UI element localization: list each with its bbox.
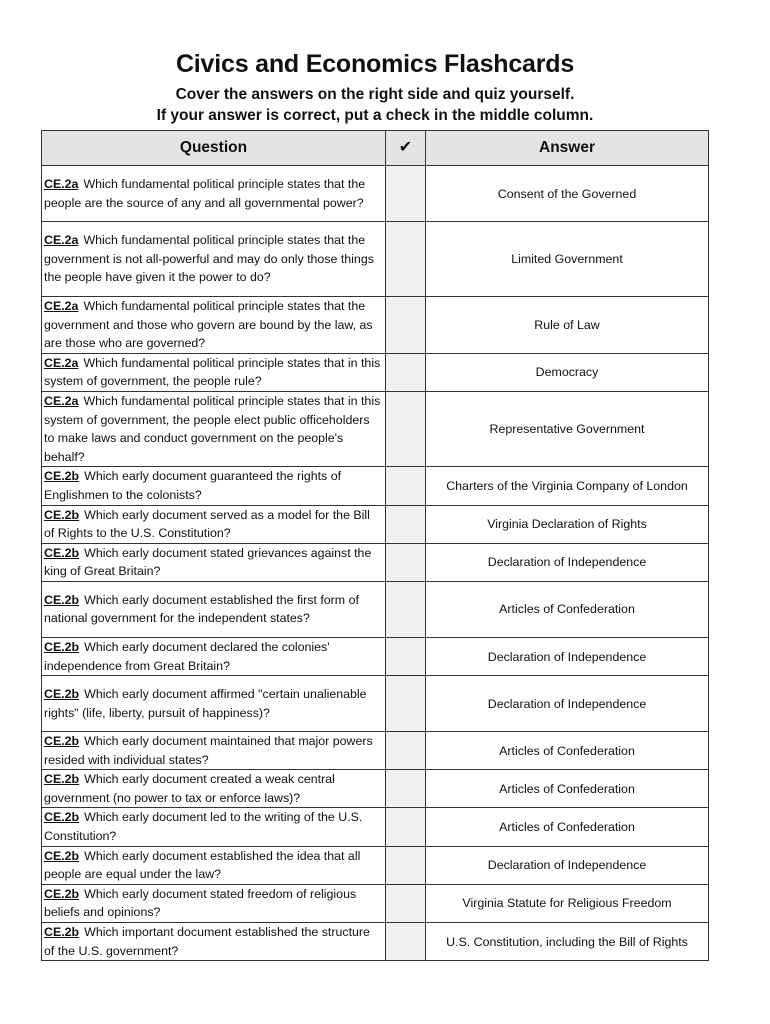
- standard-code: CE.2b: [44, 734, 80, 749]
- table-row: [42, 505, 709, 543]
- standard-code: CE.2b: [44, 545, 80, 560]
- check-cell[interactable]: [386, 884, 426, 922]
- answer-cell: Articles of Confederation: [426, 581, 709, 637]
- answer-cell: Articles of Confederation: [426, 808, 709, 846]
- check-cell[interactable]: [386, 676, 426, 732]
- question-cell: [42, 467, 386, 505]
- answer-cell: Consent of the Governed: [426, 166, 709, 222]
- answer-cell: Rule of Law: [426, 297, 709, 354]
- check-cell[interactable]: [386, 732, 426, 770]
- question-text: Which early document created a weak central government (no power to tax or enforce laws)?: [44, 772, 335, 805]
- standard-code: CE.2b: [44, 687, 80, 701]
- question-cell: [42, 770, 386, 808]
- check-cell[interactable]: [386, 353, 426, 391]
- standard-code: CE.2b: [44, 848, 80, 863]
- standard-code: CE.2b: [44, 469, 80, 484]
- table-row: [42, 222, 709, 297]
- question-cell: [42, 676, 386, 732]
- question-text: Which early document established the first form of national government for the independent states?: [44, 592, 359, 626]
- standard-code: CE.2b: [44, 507, 80, 522]
- question-cell: [42, 543, 386, 581]
- question-cell: [42, 297, 386, 354]
- check-cell[interactable]: [386, 467, 426, 505]
- question-text: Which early document maintained that major powers resided with individual states?: [44, 734, 373, 767]
- table-row: [42, 732, 709, 770]
- instructions-line-2: If your answer is correct, put a check in the middle column.: [156, 107, 594, 124]
- table-row: [42, 543, 709, 581]
- answer-cell: Articles of Confederation: [426, 732, 709, 770]
- answer-cell: Democracy: [426, 353, 709, 391]
- question-cell: [42, 732, 386, 770]
- answer-cell: Virginia Declaration of Rights: [426, 505, 709, 543]
- table-row: [42, 467, 709, 505]
- question-text: Which early document affirmed "certain unalienable rights" (life, liberty, pursuit of happiness)?: [44, 687, 367, 720]
- standard-code: CE.2b: [44, 772, 80, 787]
- question-text: Which early document established the idea that all people are equal under the law?: [44, 848, 361, 882]
- answer-cell: Declaration of Independence: [426, 543, 709, 581]
- question-cell: [42, 505, 386, 543]
- question-cell: [42, 923, 386, 961]
- table-row: [42, 846, 709, 884]
- standard-code: CE.2a: [44, 176, 79, 191]
- table-header-row: [42, 131, 709, 166]
- question-cell: [42, 222, 386, 297]
- check-cell[interactable]: [386, 770, 426, 808]
- question-cell: [42, 353, 386, 391]
- question-text: Which fundamental political principle states that the government and those who govern are bound by the law, as are those who are governed?: [44, 299, 373, 351]
- standard-code: CE.2b: [44, 592, 80, 607]
- question-cell: [42, 808, 386, 846]
- standard-code: CE.2b: [44, 810, 80, 825]
- standard-code: CE.2b: [44, 639, 80, 654]
- question-text: Which fundamental political principle states that in this system of government, the people elect public officeholders to make laws and conduct government on the people's behalf?: [44, 393, 381, 464]
- table-row: [42, 808, 709, 846]
- answer-column-header: Answer: [426, 131, 709, 166]
- standard-code: CE.2a: [44, 355, 79, 370]
- check-column-header: [386, 131, 426, 166]
- question-cell: [42, 166, 386, 222]
- question-cell: [42, 391, 386, 466]
- instructions-line-1: Cover the answers on the right side and quiz yourself.: [175, 86, 575, 103]
- question-text: Which important document established the structure of the U.S. government?: [44, 925, 370, 958]
- standard-code: CE.2a: [44, 233, 79, 248]
- check-cell[interactable]: [386, 923, 426, 961]
- check-cell[interactable]: [386, 808, 426, 846]
- standard-code: CE.2b: [44, 886, 80, 901]
- check-icon: ✔: [398, 139, 413, 156]
- check-cell[interactable]: [386, 297, 426, 354]
- answer-cell: Limited Government: [426, 222, 709, 297]
- answer-cell: Declaration of Independence: [426, 637, 709, 675]
- table-row: [42, 297, 709, 354]
- answer-cell: Charters of the Virginia Company of London: [426, 467, 709, 505]
- check-cell[interactable]: [386, 391, 426, 466]
- question-text: Which early document served as a model for the Bill of Rights to the U.S. Constitution?: [44, 507, 370, 541]
- check-cell[interactable]: [386, 166, 426, 222]
- answer-cell: Declaration of Independence: [426, 676, 709, 732]
- question-text: Which fundamental political principle states that the people are the source of any and all governmental power?: [44, 176, 366, 210]
- answer-cell: Articles of Confederation: [426, 770, 709, 808]
- answer-cell: U.S. Constitution, including the Bill of Rights: [426, 923, 709, 961]
- answer-cell: Virginia Statute for Religious Freedom: [426, 884, 709, 922]
- table-row: [42, 581, 709, 637]
- check-cell[interactable]: [386, 846, 426, 884]
- question-column-header: Question: [42, 131, 386, 166]
- check-cell[interactable]: [386, 505, 426, 543]
- answer-cell: Declaration of Independence: [426, 846, 709, 884]
- page-title: Civics and Economics Flashcards: [175, 50, 575, 78]
- standard-code: CE.2a: [44, 393, 79, 408]
- check-cell[interactable]: [386, 543, 426, 581]
- table-row: [42, 353, 709, 391]
- question-cell: [42, 846, 386, 884]
- table-row: [42, 770, 709, 808]
- question-text: Which early document guaranteed the rights of Englishmen to the colonists?: [44, 469, 342, 502]
- table-row: [42, 676, 709, 732]
- table-row: [42, 637, 709, 675]
- question-cell: [42, 637, 386, 675]
- question-text: Which early document stated freedom of religious beliefs and opinions?: [44, 886, 357, 920]
- standard-code: CE.2b: [44, 925, 80, 940]
- question-text: Which fundamental political principle states that in this system of government, the people rule?: [44, 355, 381, 389]
- question-text: Which early document led to the writing of the U.S. Constitution?: [44, 810, 363, 844]
- question-text: Which early document stated grievances against the king of Great Britain?: [44, 545, 372, 579]
- flashcard-table: [41, 130, 709, 961]
- check-cell[interactable]: [386, 222, 426, 297]
- standard-code: CE.2a: [44, 299, 79, 313]
- question-text: Which fundamental political principle states that the government is not all-powerful and may do only those things the people have given it the power to do?: [44, 233, 374, 285]
- answer-cell: Representative Government: [426, 391, 709, 466]
- check-cell[interactable]: [386, 637, 426, 675]
- table-row: [42, 166, 709, 222]
- check-cell[interactable]: [386, 581, 426, 637]
- table-row: [42, 391, 709, 466]
- question-text: Which early document declared the colonies' independence from Great Britain?: [44, 639, 330, 673]
- question-cell: [42, 581, 386, 637]
- table-row: [42, 884, 709, 922]
- question-cell: [42, 884, 386, 922]
- table-row: [42, 923, 709, 961]
